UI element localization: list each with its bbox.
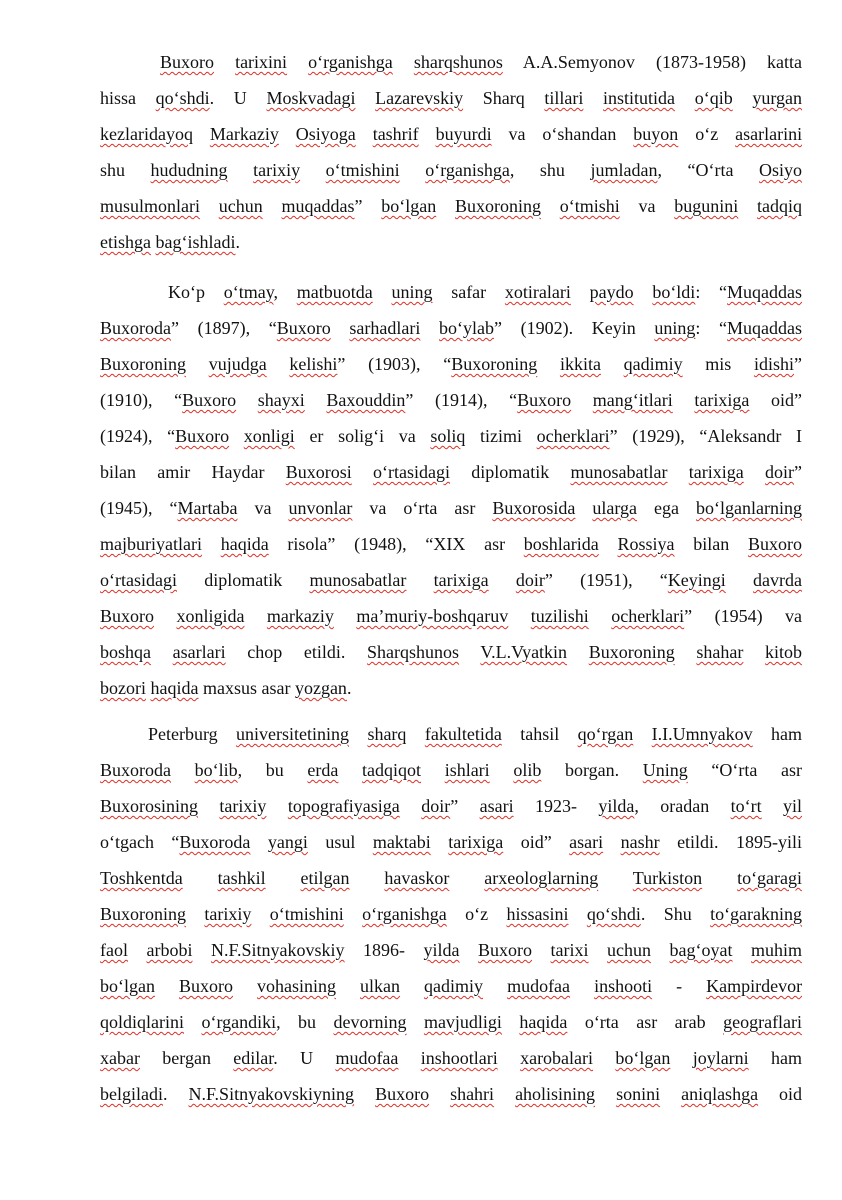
spelling-flagged-word[interactable]: bo‘lgan (615, 1048, 671, 1068)
spelling-flagged-word[interactable]: arbobi (146, 940, 193, 960)
text-line: bo‘lgan Buxoro vohasining ulkan qadimiy mudofaa inshooti - Kampirdevor (100, 976, 802, 996)
text-line: faol arbobi N.F.Sitnyakovskiy 1896- yilda Buxoro tarixi uchun bag‘oyat muhim (100, 940, 802, 960)
spelling-flagged-word[interactable]: sharqshunos (413, 52, 503, 72)
spelling-flagged-word[interactable]: yurgan (752, 88, 802, 108)
spelling-flagged-word[interactable]: asari (569, 832, 604, 852)
spelling-flagged-word[interactable]: hududning (150, 160, 228, 180)
spelling-flagged-word[interactable]: belgiladi (100, 1084, 163, 1104)
spelling-flagged-word[interactable]: yilda (598, 796, 635, 816)
spelling-flagged-word[interactable]: erda (307, 760, 339, 780)
spelling-flagged-word[interactable]: unvonlar (288, 498, 353, 518)
spelling-flagged-word[interactable]: mudofaa (507, 976, 571, 996)
spelling-flagged-word[interactable]: Rossiya (617, 534, 675, 554)
spelling-flagged-word[interactable]: bo‘ylab (439, 318, 494, 338)
spelling-flagged-word[interactable]: qadimiy (623, 354, 683, 374)
spelling-flagged-word[interactable]: asarlarini (735, 124, 802, 144)
spelling-flagged-word[interactable]: joylarni (692, 1048, 749, 1068)
spelling-flagged-word[interactable]: tuzilishi (530, 606, 589, 626)
text-line: boshqa asarlari chop etildi. Sharqshunos V.L.Vyatkin Buxoroning shahar kitob (100, 642, 802, 662)
spelling-flagged-word[interactable]: fakultetida (424, 724, 502, 744)
text-line: (1924), “Buxoro xonligi er solig‘i va soliq tizimi ocherklari” (1929), “Aleksandr I (100, 426, 802, 446)
spelling-flagged-word[interactable]: vohasining (257, 976, 337, 996)
spelling-flagged-word[interactable]: Buxoro (478, 940, 533, 960)
text-line: Buxoroda bo‘lib, bu erda tadqiqot ishlari olib borgan. Uning “O‘rta asr (100, 760, 802, 780)
spelling-flagged-word[interactable]: tarixiy (219, 796, 267, 816)
spelling-flagged-word[interactable]: munosabatlar (309, 570, 407, 590)
spelling-flagged-word[interactable]: Buxoroning (451, 354, 538, 374)
spelling-flagged-word[interactable]: tarixiga (433, 570, 489, 590)
spelling-flagged-word[interactable]: devorning (333, 1012, 407, 1032)
spelling-flagged-word[interactable]: N.F.Sitnyakovskiyning (188, 1084, 355, 1104)
spelling-flagged-word[interactable]: tarixiy (204, 904, 252, 924)
spelling-flagged-word[interactable]: bugunini (674, 196, 739, 216)
spelling-flagged-word[interactable]: inshootlari (420, 1048, 498, 1068)
spelling-flagged-word[interactable]: tarixiy (253, 160, 301, 180)
text-line: shu hududning tarixiy o‘tmishini o‘rganishga, shu jumladan, “O‘rta Osiyo (100, 160, 802, 180)
spelling-flagged-word[interactable]: yil (783, 796, 802, 816)
spelling-flagged-word[interactable]: Osiyoga (295, 124, 356, 144)
spelling-flagged-word[interactable]: bo‘ldi (652, 282, 696, 302)
spelling-flagged-word[interactable]: sharq (367, 724, 407, 744)
spelling-flagged-word[interactable]: aniqlashga (681, 1084, 759, 1104)
text-line: hissa qo‘shdi. U Moskvadagi Lazarevskiy Sharq tillari institutida o‘qib yurgan (100, 88, 802, 108)
spelling-flagged-word[interactable]: tashkil (217, 868, 266, 888)
text-line: Buxoro tarixini o‘rganishga sharqshunos A.A.Semyonov (1873-1958) katta (160, 52, 802, 72)
text-line: o‘tgach “Buxoroda yangi usul maktabi tarixiga oid” asari nashr etildi. 1895-yili (100, 832, 802, 852)
spelling-flagged-word[interactable]: o‘tmay (223, 282, 274, 302)
spelling-flagged-word[interactable]: munosabatlar (570, 462, 668, 482)
spelling-flagged-word[interactable]: ikkita (559, 354, 601, 374)
spelling-flagged-word[interactable]: boshqa (100, 642, 151, 662)
spelling-flagged-word[interactable]: asari (479, 796, 514, 816)
spelling-flagged-word[interactable]: Buxoro (182, 390, 237, 410)
spelling-flagged-word[interactable]: nashr (620, 832, 660, 852)
spelling-flagged-word[interactable]: tarixiga (694, 390, 750, 410)
spelling-flagged-word[interactable]: edilar (233, 1048, 274, 1068)
spelling-flagged-word[interactable]: Buxoro (160, 52, 214, 72)
text-line: Buxoroning tarixiy o‘tmishini o‘rganishga o‘z hissasini qo‘shdi. Shu to‘garakning (100, 904, 802, 924)
spelling-flagged-word[interactable]: uchun (218, 196, 263, 216)
spelling-flagged-word[interactable]: Keyingi (667, 570, 726, 590)
spelling-flagged-word[interactable]: o‘rganishga (425, 160, 510, 180)
spelling-flagged-word[interactable]: to‘rt (730, 796, 762, 816)
spelling-flagged-word[interactable]: qo‘shdi (155, 88, 210, 108)
spelling-flagged-word[interactable]: o‘rtasidagi (373, 462, 450, 482)
text-line: Ko‘p o‘tmay, matbuotda uning safar xotiralari paydo bo‘ldi: “Muqaddas (168, 282, 802, 302)
text-line: Buxoro xonligida markaziy ma’muriy-boshqaruv tuzilishi ocherklari” (1954) va (100, 606, 802, 626)
spelling-flagged-word[interactable]: musulmonlari (100, 196, 200, 216)
spelling-flagged-word[interactable]: doir (765, 462, 795, 482)
spelling-flagged-word[interactable]: geograflari (723, 1012, 802, 1032)
spelling-flagged-word[interactable]: institutida (603, 88, 676, 108)
spelling-flagged-word[interactable]: Buxoroning (100, 904, 187, 924)
text-line: etishga bag‘ishladi. (100, 232, 240, 252)
spelling-flagged-word[interactable]: Buxoro (748, 534, 802, 554)
spelling-flagged-word[interactable]: xabar (100, 1048, 140, 1068)
spelling-flagged-word[interactable]: Buxoro (375, 1084, 430, 1104)
spelling-flagged-word[interactable]: bag‘oyat (669, 940, 733, 960)
spelling-flagged-word[interactable]: Buxoro (175, 426, 230, 446)
spelling-flagged-word[interactable]: xotiralari (504, 282, 571, 302)
spelling-flagged-word[interactable]: jumladan (590, 160, 658, 180)
spelling-flagged-word[interactable]: doir (421, 796, 451, 816)
text-line: (1945), “Martaba va unvonlar va o‘rta asr Buxorosida ularga ega bo‘lganlarning (100, 498, 802, 518)
spelling-flagged-word[interactable]: o‘tmishini (325, 160, 400, 180)
spelling-flagged-word[interactable]: Uning (642, 760, 688, 780)
text-line: musulmonlari uchun muqaddas” bo‘lgan Buxoroning o‘tmishi va bugunini tadqiq (100, 196, 802, 216)
spelling-flagged-word[interactable]: ulkan (360, 976, 401, 996)
spelling-flagged-word[interactable]: paydo (589, 282, 634, 302)
spelling-flagged-word[interactable]: boshlarida (523, 534, 599, 554)
spelling-flagged-word[interactable]: o‘rganishga (362, 904, 447, 924)
spelling-flagged-word[interactable]: Sharqshunos (367, 642, 460, 662)
spelling-flagged-word[interactable]: tashrif (372, 124, 419, 144)
spelling-flagged-word[interactable]: shayxi (257, 390, 305, 410)
spelling-flagged-word[interactable]: to‘garagi (737, 868, 802, 888)
spelling-flagged-word[interactable]: ocherklari (611, 606, 685, 626)
spelling-flagged-word[interactable]: Buxoro (179, 976, 233, 996)
spelling-flagged-word[interactable]: idishi (754, 354, 795, 374)
spelling-flagged-word[interactable]: qo‘rgan (577, 724, 634, 744)
spelling-flagged-word[interactable]: o‘qib (694, 88, 733, 108)
spelling-flagged-word[interactable]: Markaziy (209, 124, 279, 144)
spelling-flagged-word[interactable]: ocherklari (536, 426, 610, 446)
text-line: xabar bergan edilar. U mudofaa inshootlari xarobalari bo‘lgan joylarni ham (100, 1048, 802, 1068)
spelling-flagged-word[interactable]: buyon (633, 124, 679, 144)
spelling-flagged-word[interactable]: I.I.Umnyakov (651, 724, 753, 744)
spelling-flagged-word[interactable]: sarhadlari (349, 318, 421, 338)
spelling-flagged-word[interactable]: ularga (592, 498, 638, 518)
spelling-flagged-word[interactable]: yangi (267, 832, 308, 852)
text-line: o‘rtasidagi diplomatik munosabatlar tarixiga doir” (1951), “Keyingi davrda (100, 570, 802, 590)
spelling-flagged-word[interactable]: kitob (765, 642, 802, 662)
spelling-flagged-word[interactable]: universitetining (236, 724, 350, 744)
spelling-flagged-word[interactable]: V.L.Vyatkin (480, 642, 568, 662)
spelling-flagged-word[interactable]: o‘rgandiki (201, 1012, 277, 1032)
spelling-flagged-word[interactable]: uning (654, 318, 696, 338)
text-line: bilan amir Haydar Buxorosi o‘rtasidagi diplomatik munosabatlar tarixiga doir” (100, 462, 802, 482)
text-line (100, 863, 802, 893)
spelling-flagged-word[interactable]: asarlari (172, 642, 226, 662)
spelling-flagged-word[interactable]: markaziy (266, 606, 334, 626)
spelling-flagged-word[interactable]: xarobalari (520, 1048, 594, 1068)
text-line: Peterburg universitetining sharq fakultetida tahsil qo‘rgan I.I.Umnyakov ham (148, 724, 802, 744)
spelling-flagged-word[interactable]: majburiyatlari (100, 534, 202, 554)
spelling-flagged-word[interactable]: Muqaddas (727, 282, 802, 302)
spelling-flagged-word[interactable]: arxeologlarning (484, 868, 599, 888)
text-line: belgiladi. N.F.Sitnyakovskiyning Buxoro shahri aholisining sonini aniqlashga oid (100, 1084, 802, 1104)
text-line: Buxoroda” (1897), “Buxoro sarhadlari bo‘ylab” (1902). Keyin uning: “Muqaddas (100, 318, 802, 338)
spelling-flagged-word[interactable]: xonligi (243, 426, 295, 446)
spelling-flagged-word[interactable]: vujudga (208, 354, 267, 374)
spelling-flagged-word[interactable]: to‘garakning (710, 904, 802, 924)
spelling-flagged-word[interactable]: doir (515, 570, 545, 590)
spelling-flagged-word[interactable]: buyurdi (435, 124, 492, 144)
spelling-flagged-word[interactable]: faol (100, 940, 128, 960)
spelling-flagged-word[interactable]: ma’muriy-boshqaruv (356, 606, 509, 626)
spelling-flagged-word[interactable]: kezlaridayoq (100, 124, 193, 144)
spelling-flagged-word[interactable]: etilgan (300, 868, 350, 888)
spelling-flagged-word[interactable]: muqaddas (281, 196, 355, 216)
text-line: Buxorosining tarixiy topografiyasiga doir” asari 1923- yilda, oradan to‘rt yil (100, 796, 802, 816)
spelling-flagged-word[interactable]: Buxoroning (100, 354, 187, 374)
spelling-flagged-word[interactable]: Buxorosida (492, 498, 576, 518)
spelling-flagged-word[interactable]: davrda (753, 570, 802, 590)
spelling-flagged-word[interactable]: Osiyo (759, 160, 802, 180)
spelling-flagged-word[interactable]: Turkiston (632, 868, 703, 888)
spelling-flagged-word[interactable]: o‘tmishi (559, 196, 620, 216)
spelling-flagged-word[interactable]: shahri (450, 1084, 495, 1104)
spelling-flagged-word[interactable]: Kampirdevor (706, 976, 802, 996)
spelling-flagged-word[interactable]: inshooti (594, 976, 653, 996)
spelling-flagged-word[interactable]: Buxoroning (454, 196, 541, 216)
spelling-flagged-word[interactable]: kelishi (289, 354, 338, 374)
text-line: (1910), “Buxoro shayxi Baxouddin” (1914), “Buxoro mang‘itlari tarixiga oid” (100, 390, 802, 410)
spelling-flagged-word[interactable]: yilda (423, 940, 460, 960)
spelling-flagged-word[interactable]: sonini (616, 1084, 661, 1104)
spelling-flagged-word[interactable]: yozgan (294, 678, 347, 698)
spelling-flagged-word[interactable]: matbuotda (296, 282, 373, 302)
spelling-flagged-word[interactable]: N.F.Sitnyakovskiy (210, 940, 345, 960)
spelling-flagged-word[interactable]: olib (513, 760, 542, 780)
spelling-flagged-word[interactable]: Toshkentda (100, 868, 183, 888)
spelling-flagged-word[interactable]: Martaba (177, 498, 238, 518)
spelling-flagged-word[interactable]: haqida (220, 534, 269, 554)
spelling-flagged-word[interactable]: uchun (607, 940, 652, 960)
spelling-flagged-word[interactable]: Baxouddin (326, 390, 406, 410)
spelling-flagged-word[interactable]: Buxoro (517, 390, 572, 410)
spelling-flagged-word[interactable]: ishlari (444, 760, 490, 780)
spelling-flagged-word[interactable]: Lazarevskiy (375, 88, 464, 108)
spelling-flagged-word[interactable]: tarixi (550, 940, 589, 960)
spelling-flagged-word[interactable]: bo‘lib (194, 760, 238, 780)
spelling-flagged-word[interactable]: bo‘lganlarning (696, 498, 802, 518)
spelling-flagged-word[interactable]: bozori (100, 678, 146, 698)
text-line: bozori haqida maxsus asar yozgan. (100, 678, 352, 698)
spelling-flagged-word[interactable]: qadimiy (424, 976, 484, 996)
spelling-flagged-word[interactable]: tarixiga (688, 462, 744, 482)
spelling-flagged-word[interactable]: tadqiqot (362, 760, 422, 780)
spelling-flagged-word[interactable]: etishga (100, 232, 151, 252)
spelling-flagged-word[interactable]: shahar (696, 642, 744, 662)
text-line: majburiyatlari haqida risola” (1948), “XIX asr boshlarida Rossiya bilan Buxoro (100, 534, 802, 554)
spelling-flagged-word[interactable]: bag‘ishladi (155, 232, 236, 252)
spelling-flagged-word[interactable]: qo‘shdi (586, 904, 641, 924)
spelling-flagged-word[interactable]: haqida (150, 678, 199, 698)
spelling-flagged-word[interactable]: haqida (519, 1012, 568, 1032)
spelling-flagged-word[interactable]: maktabi (372, 832, 431, 852)
spelling-flagged-word[interactable]: Muqaddas (727, 318, 802, 338)
spelling-flagged-word[interactable]: mang‘itlari (592, 390, 673, 410)
spelling-flagged-word[interactable]: bo‘lgan (100, 976, 155, 996)
spelling-flagged-word[interactable]: Buxorosining (100, 796, 199, 816)
spelling-flagged-word[interactable]: o‘rganishga (308, 52, 393, 72)
spelling-flagged-word[interactable]: topografiyasiga (287, 796, 400, 816)
spelling-flagged-word[interactable]: qoldiqlarini (100, 1012, 184, 1032)
spelling-flagged-word[interactable]: Moskvadagi (266, 88, 356, 108)
spelling-flagged-word[interactable]: xonligida (176, 606, 245, 626)
spelling-flagged-word[interactable]: Buxoroda (100, 318, 171, 338)
text-line: Buxoroning vujudga kelishi” (1903), “Buxoroning ikkita qadimiy mis idishi” (100, 354, 802, 374)
spelling-flagged-word[interactable]: tadqiq (757, 196, 802, 216)
spelling-flagged-word[interactable]: mavjudligi (423, 1012, 502, 1032)
spelling-flagged-word[interactable]: Buxoroda (100, 760, 171, 780)
spelling-flagged-word[interactable]: o‘rtasidagi (100, 570, 177, 590)
spelling-flagged-word[interactable]: tarixiga (448, 832, 504, 852)
spelling-flagged-word[interactable]: havaskor (384, 868, 450, 888)
spelling-flagged-word[interactable]: Buxoro (100, 606, 154, 626)
spelling-flagged-word[interactable]: tarixini (235, 52, 288, 72)
spelling-flagged-word[interactable]: Buxoroda (179, 832, 251, 852)
spelling-flagged-word[interactable]: mudofaa (335, 1048, 399, 1068)
spelling-flagged-word[interactable]: aholisining (515, 1084, 596, 1104)
spelling-flagged-word[interactable]: Buxoro (276, 318, 331, 338)
spelling-flagged-word[interactable]: bo‘lgan (381, 196, 437, 216)
spelling-flagged-word[interactable]: tillari (544, 88, 584, 108)
spelling-flagged-word[interactable]: hissasini (506, 904, 569, 924)
spelling-flagged-word[interactable]: soliq (430, 426, 466, 446)
text-line: qoldiqlarini o‘rgandiki, bu devorning mavjudligi haqida o‘rta asr arab geograflari (100, 1012, 802, 1032)
spelling-flagged-word[interactable]: o‘tmishini (269, 904, 344, 924)
spelling-flagged-word[interactable]: Buxorosi (285, 462, 352, 482)
spelling-flagged-word[interactable]: uning (391, 282, 433, 302)
spelling-flagged-word[interactable]: muhim (751, 940, 802, 960)
spelling-flagged-word[interactable]: Buxoroning (588, 642, 675, 662)
text-line: kezlaridayoq Markaziy Osiyoga tashrif buyurdi va o‘shandan buyon o‘z asarlarini (100, 124, 802, 144)
